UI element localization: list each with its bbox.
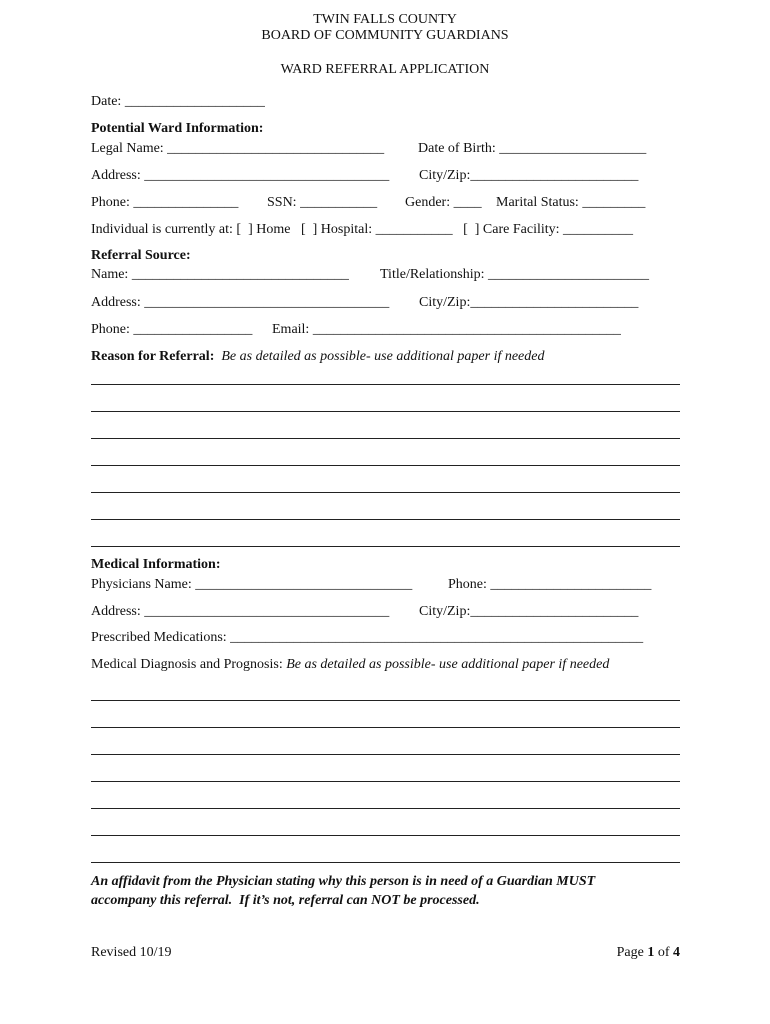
ward-marital-status-field[interactable]: Marital Status: _________ xyxy=(496,195,646,210)
diagnosis-line[interactable] xyxy=(91,727,680,728)
reason-line[interactable] xyxy=(91,492,680,493)
page-prefix: Page xyxy=(616,945,648,960)
diagnosis-line[interactable] xyxy=(91,862,680,863)
referrer-name-field[interactable]: Name: _______________________________ xyxy=(91,267,349,282)
reason-line[interactable] xyxy=(91,384,680,385)
ward-phone-field[interactable]: Phone: _______________ xyxy=(91,195,239,210)
diagnosis-heading-row xyxy=(91,657,609,673)
reason-line[interactable] xyxy=(91,465,680,466)
county-name: TWIN FALLS COUNTY xyxy=(313,12,457,27)
ward-address-field[interactable]: Address: ___________________________________ xyxy=(91,168,390,183)
referrer-title-field[interactable]: Title/Relationship: _______________________ xyxy=(380,267,649,282)
reason-line[interactable] xyxy=(91,438,680,439)
diagnosis-line[interactable] xyxy=(91,700,680,701)
diagnosis-hint: Be as detailed as possible- use additional paper if needed xyxy=(286,657,610,672)
diagnosis-line[interactable] xyxy=(91,835,680,836)
diagnosis-line[interactable] xyxy=(91,781,680,782)
reason-hint: Be as detailed as possible- use additional paper if needed xyxy=(221,349,545,364)
ward-dob-field[interactable]: Date of Birth: _____________________ xyxy=(418,141,647,156)
physician-address-field[interactable]: Address: ___________________________________ xyxy=(91,604,390,619)
reason-line[interactable] xyxy=(91,546,680,547)
board-name: BOARD OF COMMUNITY GUARDIANS xyxy=(261,28,509,43)
referral-source-heading: Referral Source: xyxy=(91,248,191,263)
ward-location-field[interactable]: Individual is currently at: [ ] Home [ ] Hospital: ___________ [ ] Care Facility: __________ xyxy=(91,222,634,237)
diagnosis-line[interactable] xyxy=(91,754,680,755)
date-field[interactable]: Date: ____________________ xyxy=(91,94,265,109)
ward-legal-name-field[interactable]: Legal Name: _______________________________ xyxy=(91,141,385,156)
revised-date: Revised 10/19 xyxy=(91,945,172,960)
potential-ward-heading: Potential Ward Information: xyxy=(91,121,264,136)
physician-phone-field[interactable]: Phone: _______________________ xyxy=(448,577,652,592)
reason-heading-row xyxy=(91,349,545,365)
referrer-city-zip-field[interactable]: City/Zip:________________________ xyxy=(419,295,639,310)
reason-heading: Reason for Referral: xyxy=(91,349,215,364)
physician-name-field[interactable]: Physicians Name: _______________________________ xyxy=(91,577,413,592)
diagnosis-label: Medical Diagnosis and Prognosis: xyxy=(91,657,283,672)
page-of: of xyxy=(654,945,673,960)
reason-line[interactable] xyxy=(91,411,680,412)
affidavit-notice-line-1: An affidavit from the Physician stating why this person is in need of a Guardian MUST xyxy=(91,874,596,889)
form-title: WARD REFERRAL APPLICATION xyxy=(280,62,490,77)
page-current: 1 xyxy=(647,945,655,960)
prescribed-medications-field[interactable]: Prescribed Medications: ___________________________________________________________ xyxy=(91,630,644,645)
ward-city-zip-field[interactable]: City/Zip:________________________ xyxy=(419,168,639,183)
affidavit-notice-line-2: accompany this referral. If it’s not, referral can NOT be processed. xyxy=(91,893,480,908)
referrer-address-field[interactable]: Address: ___________________________________ xyxy=(91,295,390,310)
diagnosis-line[interactable] xyxy=(91,808,680,809)
medical-heading: Medical Information: xyxy=(91,557,221,572)
page-total: 4 xyxy=(673,945,680,960)
referrer-email-field[interactable]: Email: ____________________________________________ xyxy=(272,322,621,337)
physician-city-zip-field[interactable]: City/Zip:________________________ xyxy=(419,604,639,619)
ward-gender-field[interactable]: Gender: ____ xyxy=(405,195,482,210)
reason-line[interactable] xyxy=(91,519,680,520)
ward-ssn-field[interactable]: SSN: ___________ xyxy=(267,195,378,210)
page-number xyxy=(560,945,680,961)
referrer-phone-field[interactable]: Phone: _________________ xyxy=(91,322,253,337)
